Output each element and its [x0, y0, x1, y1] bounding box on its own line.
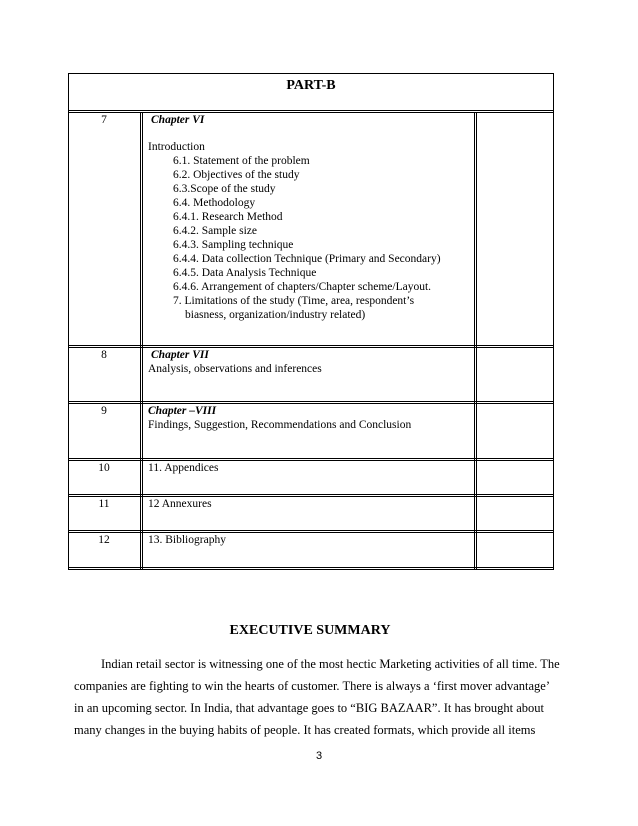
- summary-paragraph: [74, 653, 564, 741]
- table-border: [68, 73, 554, 74]
- table-border: [68, 345, 554, 346]
- chapter-title: Chapter VI: [151, 114, 205, 126]
- toc-item: 6.4.2. Sample size: [173, 225, 257, 237]
- toc-item: 6.3.Scope of the study: [173, 183, 276, 195]
- table-border: [68, 458, 554, 459]
- table-border: [140, 112, 141, 570]
- table-border: [474, 112, 475, 570]
- chapter-description: Analysis, observations and inferences: [148, 363, 322, 375]
- toc-item: 6.4.5. Data Analysis Technique: [173, 267, 317, 279]
- paragraph-line: companies are fighting to win the hearts of customer. There is always a ‘first mover advantage’: [74, 679, 551, 693]
- table-border: [476, 112, 477, 570]
- row-number: 10: [98, 462, 110, 474]
- table-header: PART-B: [286, 78, 336, 93]
- toc-item: 6.4.6. Arrangement of chapters/Chapter scheme/Layout.: [173, 281, 432, 293]
- row-number: 8: [101, 349, 107, 361]
- chapter-description: Findings, Suggestion, Recommendations and Conclusion: [148, 419, 412, 431]
- chapter-title: Chapter –VIII: [148, 405, 217, 417]
- table-border: [68, 530, 554, 531]
- row-number: 12: [98, 534, 110, 546]
- table-border: [68, 403, 554, 404]
- chapter-intro: Introduction: [148, 141, 205, 153]
- toc-item: 6.4. Methodology: [173, 197, 256, 209]
- paragraph-line: in an upcoming sector. In India, that advantage goes to “BIG BAZAAR”. It has brought about: [74, 701, 545, 715]
- table-border: [68, 569, 554, 570]
- table-border: [68, 496, 554, 497]
- row-number: 7: [101, 114, 107, 126]
- chapter-description: 11. Appendices: [148, 462, 219, 474]
- toc-item: 6.4.3. Sampling technique: [173, 239, 294, 251]
- row-number: 11: [98, 498, 110, 510]
- chapter-description: 12 Annexures: [148, 498, 212, 510]
- paragraph-line: Indian retail sector is witnessing one of the most hectic Marketing activities of all time. The: [101, 657, 560, 671]
- section-heading: EXECUTIVE SUMMARY: [229, 623, 391, 638]
- paragraph-line: many changes in the buying habits of people. It has created formats, which provide all items: [74, 723, 536, 737]
- chapter-description: 13. Bibliography: [148, 534, 226, 546]
- table-border: [68, 460, 554, 461]
- table-border: [68, 110, 554, 111]
- toc-item: 6.4.1. Research Method: [173, 211, 283, 223]
- toc-item: 7. Limitations of the study (Time, area, respondent’s: [173, 295, 415, 307]
- table-border: [68, 532, 554, 533]
- toc-item: 6.1. Statement of the problem: [173, 155, 310, 167]
- table-border: [68, 494, 554, 495]
- table-border: [68, 347, 554, 348]
- table-border: [68, 401, 554, 402]
- page-number: 3: [315, 750, 323, 762]
- row-number: 9: [101, 405, 107, 417]
- toc-item: biasness, organization/industry related): [185, 309, 366, 321]
- table-border: [142, 112, 143, 570]
- toc-item: 6.4.4. Data collection Technique (Primary and Secondary): [173, 253, 441, 265]
- table-border: [68, 567, 554, 568]
- chapter-title: Chapter VII: [151, 349, 209, 361]
- toc-item: 6.2. Objectives of the study: [173, 169, 300, 181]
